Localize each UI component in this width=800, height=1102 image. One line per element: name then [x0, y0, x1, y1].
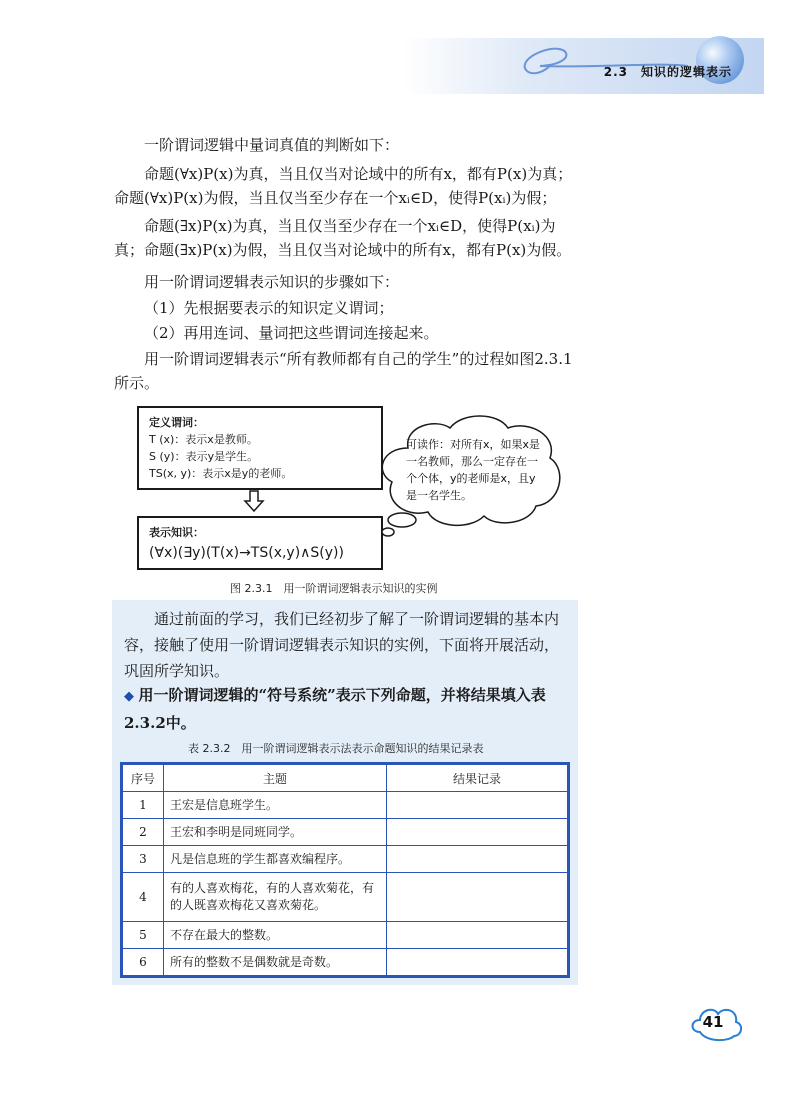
predicate-line: S (y)：表示y是学生。: [149, 450, 259, 463]
row-result-cell[interactable]: [387, 922, 569, 949]
quantifier-intro: 一阶谓词逻辑中量词真值的判断如下：: [144, 136, 400, 154]
example-intro: 用一阶谓词逻辑表示“所有教师都有自己的学生”的过程如图2.3.1所示。: [114, 350, 573, 392]
figure-caption: 图 2.3.1 用一阶谓词逻辑表示知识的实例: [230, 582, 438, 595]
header-topic: 主题: [164, 764, 387, 792]
table-row: [122, 792, 569, 819]
steps-intro: 用一阶谓词逻辑表示知识的步骤如下：: [144, 273, 400, 291]
row-result-cell[interactable]: [387, 846, 569, 873]
table-row: [122, 949, 569, 977]
row-topic: 王宏是信息班学生。: [164, 792, 387, 819]
predicate-line: TS(x, y)：表示x是y的老师。: [149, 467, 293, 480]
row-number: 5: [122, 922, 164, 949]
row-topic: 不存在最大的整数。: [164, 922, 387, 949]
result-table: [120, 762, 570, 978]
row-number: 1: [122, 792, 164, 819]
table-header-row: [122, 764, 569, 792]
table-row: [122, 922, 569, 949]
row-topic: 凡是信息班的学生都喜欢编程序。: [164, 846, 387, 873]
activity-intro: 通过前面的学习，我们已经初步了解了一阶谓词逻辑的基本内容，接触了使用一阶谓词逻辑表示知识的实例，下面将开展活动，巩固所学知识。: [124, 610, 560, 680]
represent-knowledge-title: 表示知识：: [149, 526, 204, 539]
down-arrow-icon: [243, 490, 265, 512]
step-1: （1）先根据要表示的知识定义谓词；: [144, 299, 394, 317]
define-predicates-box: [137, 406, 383, 490]
universal-rule: 命题(∀x)P(x)为真，当且仅当对论域中的所有x，都有P(x)为真；命题(∀x)P(x)为假，当且仅当至少存在一个xᵢ∈D，使得P(xᵢ)为假；: [114, 165, 573, 207]
row-number: 3: [122, 846, 164, 873]
diamond-bullet-icon: ◆: [124, 689, 139, 704]
activity-task-text: 用一阶谓词逻辑的“符号系统”表示下列命题，并将结果填入表2.3.2中。: [124, 686, 546, 732]
table-row: [122, 873, 569, 922]
activity-panel: [112, 600, 578, 985]
row-topic: 有的人喜欢梅花，有的人喜欢菊花，有的人既喜欢梅花又喜欢菊花。: [164, 873, 387, 922]
formula: (∀x)(∃y)(T(x)→TS(x,y)∧S(y)): [149, 545, 344, 561]
activity-task: [124, 682, 572, 736]
header-number: 序号: [122, 764, 164, 792]
row-result-cell[interactable]: [387, 873, 569, 922]
header-result: 结果记录: [387, 764, 569, 792]
table-row: [122, 819, 569, 846]
page-number: 41: [702, 1013, 724, 1031]
table-row: [122, 846, 569, 873]
row-number: 2: [122, 819, 164, 846]
define-predicates-title: 定义谓词：: [149, 416, 204, 429]
row-number: 6: [122, 949, 164, 977]
row-result-cell[interactable]: [387, 792, 569, 819]
represent-knowledge-box: [137, 516, 383, 570]
table-caption: 表 2.3.2 用一阶谓词逻辑表示法表示命题知识的结果记录表: [188, 742, 484, 755]
row-result-cell[interactable]: [387, 819, 569, 846]
predicate-line: T (x)：表示x是教师。: [149, 433, 258, 446]
row-topic: 所有的整数不是偶数就是奇数。: [164, 949, 387, 977]
header-section-label: 2.3 知识的逻辑表示: [603, 65, 732, 79]
row-number: 4: [122, 873, 164, 922]
existential-rule: 命题(∃x)P(x)为真，当且仅当至少存在一个xᵢ∈D，使得P(xᵢ)为真；命题(∃x)P(x)为假，当且仅当对论域中的所有x，都有P(x)为假。: [114, 217, 572, 259]
row-result-cell[interactable]: [387, 949, 569, 977]
row-topic: 王宏和李明是同班同学。: [164, 819, 387, 846]
cloud-reading-text: 可读作：对所有x，如果x是一名教师，那么一定存在一个个体，y的老师是x，且y是一名学生。: [406, 438, 541, 502]
step-2: （2）再用连词、量词把这些谓词连接起来。: [144, 324, 439, 342]
